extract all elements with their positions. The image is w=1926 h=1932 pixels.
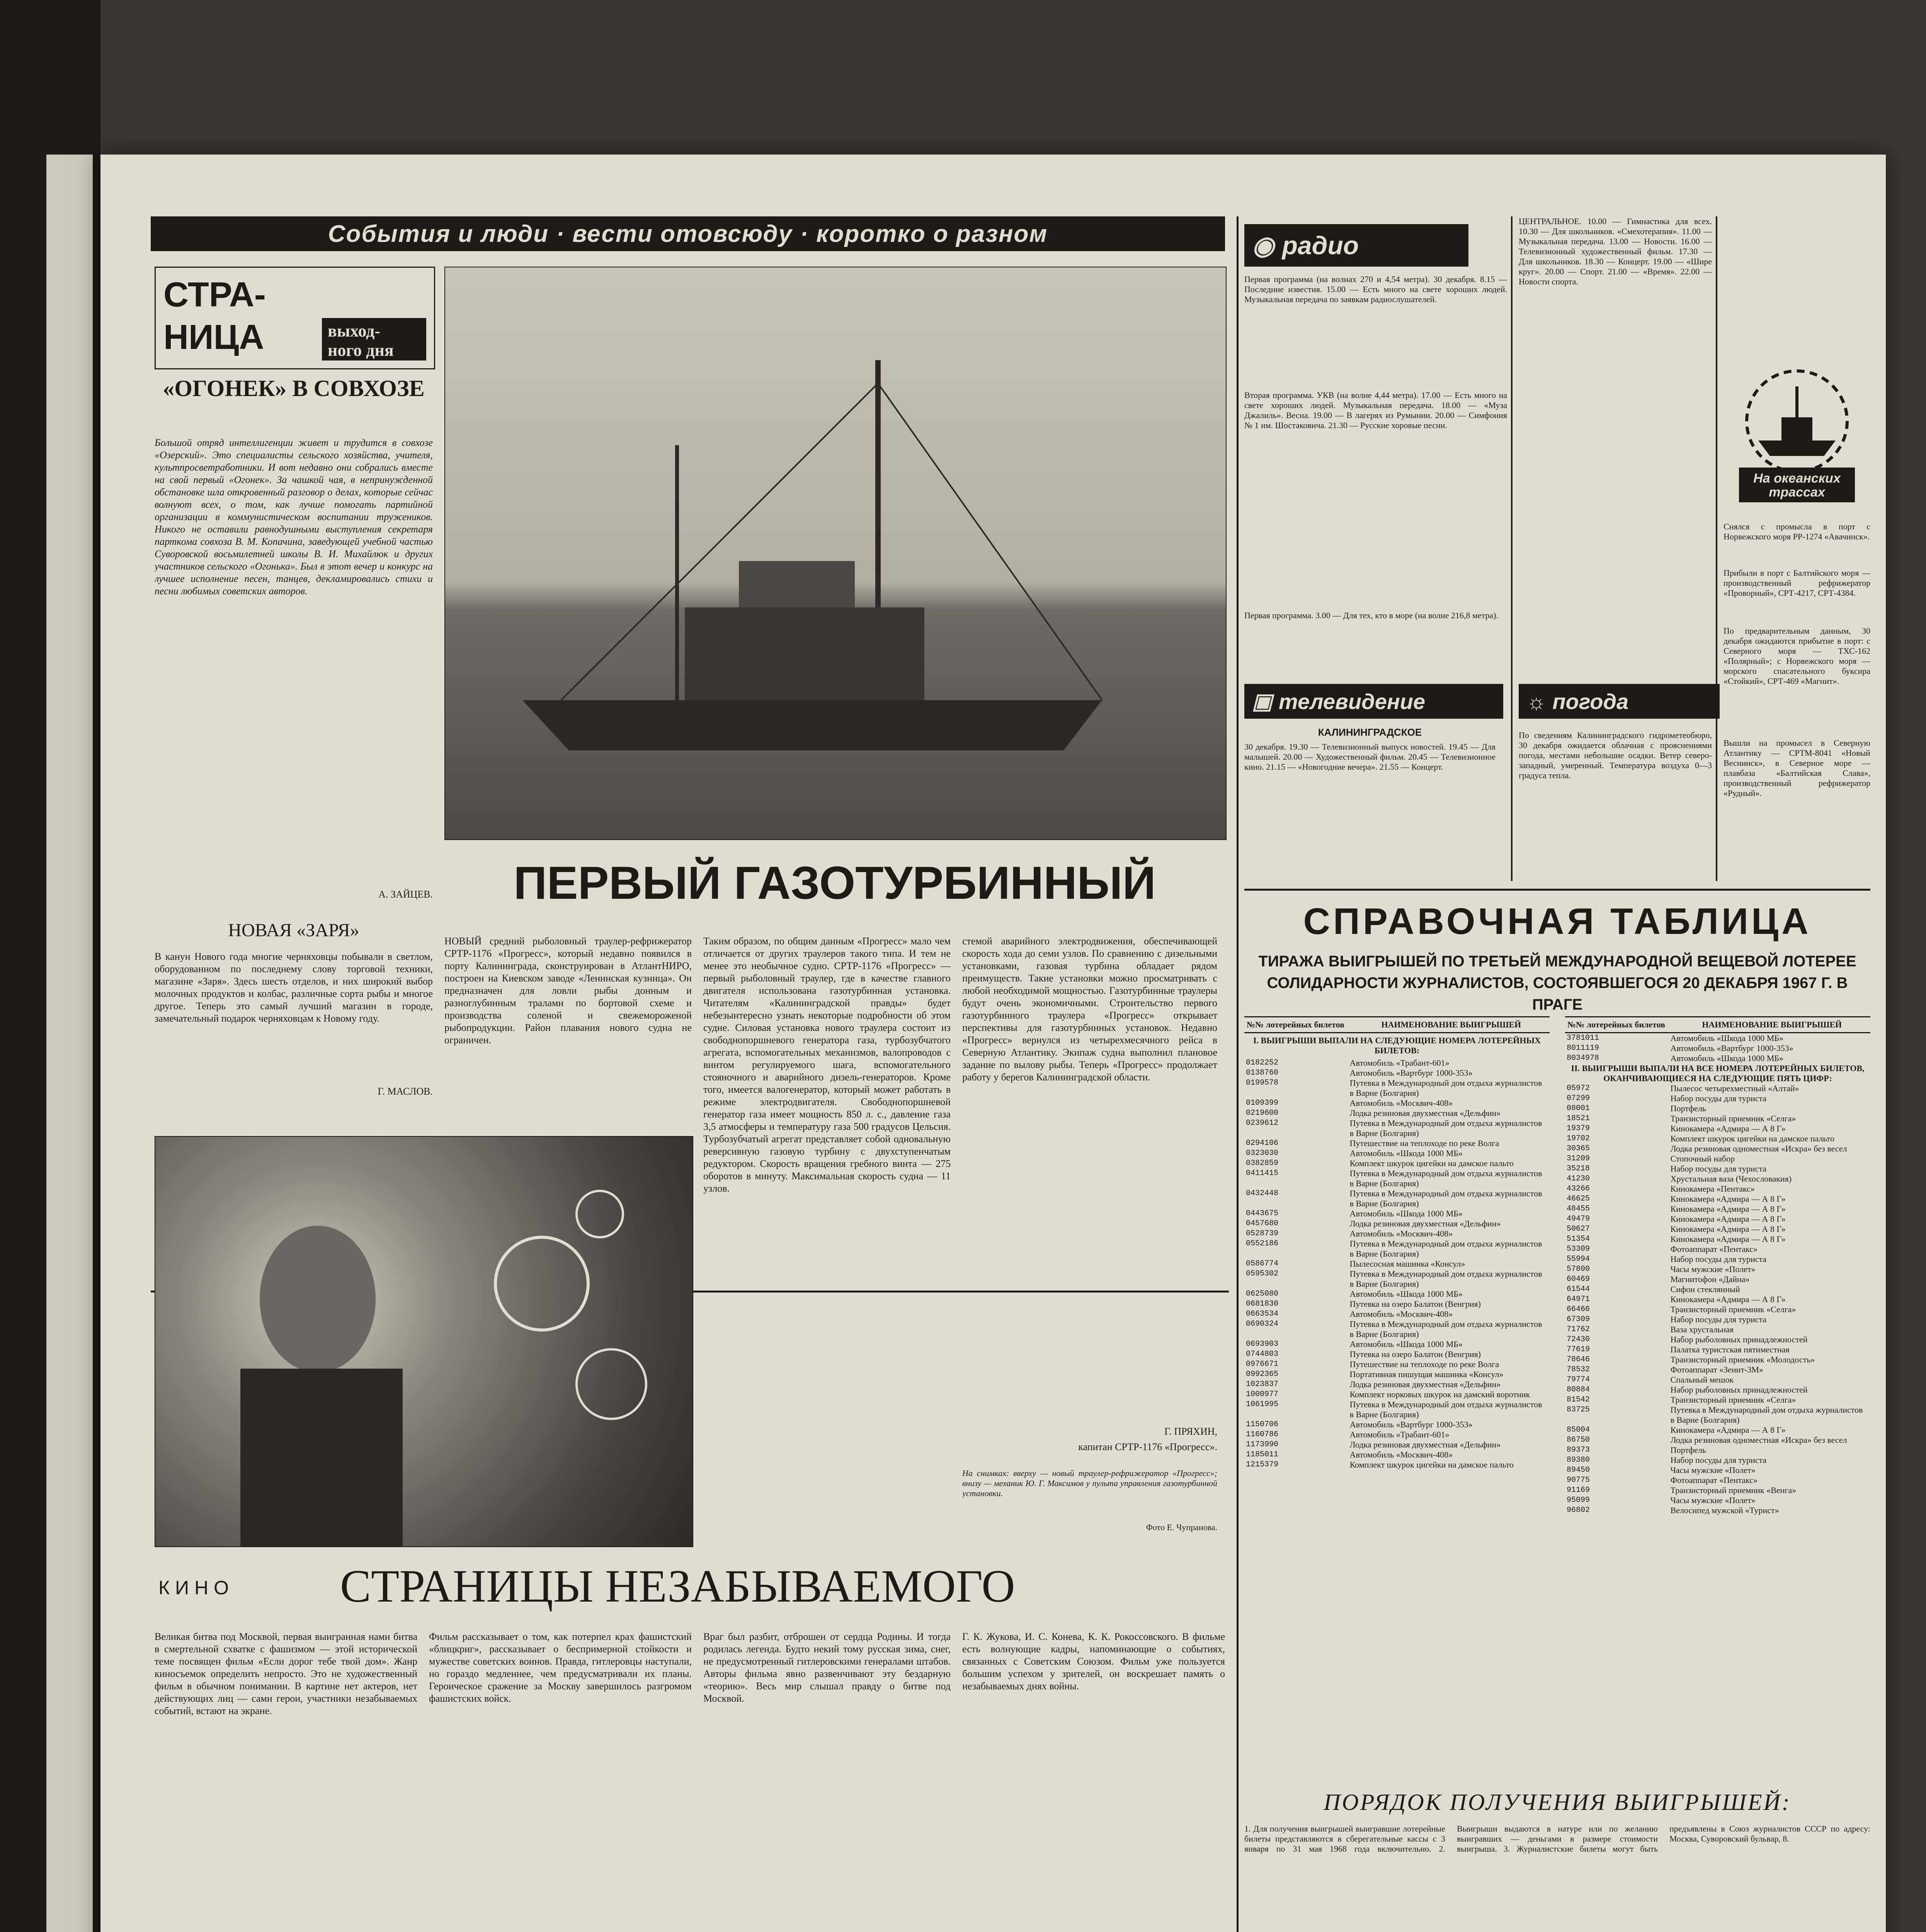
prize-name: Пылесос четырехместный «Алтай» xyxy=(1670,1083,1799,1093)
prize-name: Автомобиль «Вартбург 1000-353» xyxy=(1349,1068,1473,1078)
ticket-number: 53309 xyxy=(1567,1245,1590,1253)
lottery-row xyxy=(1565,1134,1870,1144)
lottery-row xyxy=(1244,1098,1550,1108)
newspaper-page xyxy=(100,155,1886,1932)
ticket-number: 96802 xyxy=(1567,1506,1590,1515)
ticket-number: 86750 xyxy=(1567,1435,1590,1444)
prize-name: Путевка на озеро Балатон (Венгрия) xyxy=(1349,1349,1481,1359)
prize-name: Путевка на озеро Балатон (Венгрия) xyxy=(1349,1299,1481,1309)
ticket-number: 64971 xyxy=(1567,1295,1590,1304)
prize-name: Транзисторный приемник «Селга» xyxy=(1670,1304,1796,1314)
prize-name: Набор рыболовных принадлежностей xyxy=(1670,1385,1808,1395)
prize-name: Ваза хрустальная xyxy=(1670,1325,1734,1334)
lottery-row xyxy=(1565,1164,1870,1174)
lottery-row xyxy=(1565,1194,1870,1204)
lottery-row xyxy=(1565,1083,1870,1094)
prize-name: Набор посуды для туриста xyxy=(1670,1455,1767,1465)
prize-name: Набор посуды для туриста xyxy=(1670,1254,1767,1264)
lottery-title: СПРАВОЧНАЯ ТАБЛИЦА xyxy=(1303,901,1812,942)
radio-icon: ◉ xyxy=(1252,231,1274,260)
ticket-number: 35218 xyxy=(1567,1164,1590,1173)
ticket-number: 55994 xyxy=(1567,1255,1590,1264)
col-header-name: НАИМЕНОВАНИЕ ВЫИГРЫШЕЙ xyxy=(1381,1020,1521,1029)
lottery-row xyxy=(1244,1148,1550,1158)
ticket-number: 85004 xyxy=(1567,1425,1590,1434)
prize-name: Автомобиль «Шкода 1000 МБ» xyxy=(1349,1209,1463,1218)
ticket-number: 78646 xyxy=(1567,1355,1590,1364)
col-header-num-right: №№ лотерейных билетов xyxy=(1567,1020,1665,1029)
prize-name: Кинокамера «Адмира — А 8 Г» xyxy=(1670,1224,1786,1234)
lottery-row xyxy=(1244,1460,1550,1470)
lottery-row xyxy=(1565,1405,1870,1425)
turbine-author-role: капитан СРТР-1176 «Прогресс». xyxy=(1078,1441,1217,1452)
lottery-row xyxy=(1565,1224,1870,1234)
kino-col2: Фильм рассказывает о том, как потерпел крах фашистский «блицкриг», рассказывает о беспримерной стойкости и мужестве советских воинов. Правда, гитлеровцы наступали, но гораздо медленнее, чем предусматривали их планы. Героическое сражение за Москву завершилось разгромом фашистских войск. xyxy=(429,1631,692,1704)
ogonek-title: «ОГОНЕК» В СОВХОЗЕ xyxy=(163,376,425,401)
ticket-number: 0992365 xyxy=(1246,1370,1279,1379)
ticket-number: 0294106 xyxy=(1246,1139,1279,1148)
ticket-number: 8011119 xyxy=(1567,1044,1599,1053)
lottery-row xyxy=(1244,1420,1550,1430)
prize-name: Комплект норковых шкурок на дамский воротник xyxy=(1349,1389,1530,1399)
lottery-row xyxy=(1244,1339,1550,1349)
lottery-section-1: I. ВЫИГРЫШИ ВЫПАЛИ НА СЛЕДУЮЩИЕ НОМЕРА ЛОТЕРЕЙНЫХ БИЛЕТОВ: xyxy=(1253,1036,1541,1055)
turbine-title: ПЕРВЫЙ ГАЗОТУРБИННЫЙ xyxy=(514,857,1156,909)
ticket-number: 72430 xyxy=(1567,1335,1590,1344)
prize-name: Кинокамера «Адмира — А 8 Г» xyxy=(1670,1204,1786,1214)
kino-col4: Г. К. Жукова, И. С. Конева, К. К. Рокоссовского. В фильме есть волнующие кадры, напоминающие о событиях, связанных с Советским Союзом. Фильм уже пользуется большим успехом у зрителей, он воскрешает память о незабываемых днях войны. xyxy=(962,1631,1225,1692)
ticket-number: 0595302 xyxy=(1246,1269,1279,1278)
ticket-number: 57800 xyxy=(1567,1265,1590,1274)
lottery-row xyxy=(1565,1435,1870,1445)
ticket-number: 48455 xyxy=(1567,1204,1590,1213)
prize-name: Путевка в Международный дом отдыха журналистов в Варне (Болгария) xyxy=(1349,1400,1542,1419)
ticket-number: 19379 xyxy=(1567,1124,1590,1133)
section-banner: События и люди · вести отовсюду · коротко о разном xyxy=(151,216,1225,251)
fishing-p2: Прибыли в порт с Балтийского моря — производственный рефрижератор «Проворный», СРТ-4217, СРТ-4384. xyxy=(1724,568,1870,598)
ticket-number: 66466 xyxy=(1567,1305,1590,1314)
prize-name: Комплект шкурок цигейки на дамское пальто xyxy=(1349,1460,1514,1469)
prize-name: Часы мужские «Полет» xyxy=(1670,1495,1756,1505)
lottery-row xyxy=(1565,1144,1870,1154)
lottery-row xyxy=(1244,1239,1550,1259)
ticket-number: 0239612 xyxy=(1246,1119,1279,1128)
ticket-number: 05972 xyxy=(1567,1084,1590,1093)
binding-strip xyxy=(0,0,100,1932)
tv-body: 30 декабря. 19.30 — Телевизионный выпуск новостей. 19.45 — Для малышей. 20.00 — Художественный фильм. 20.45 — Телевизионное кино. 21.15 — «Новогодние вечера». 21.55 — Концерт. xyxy=(1244,742,1496,772)
lottery-row xyxy=(1244,1349,1550,1359)
ticket-number: 89380 xyxy=(1567,1456,1590,1464)
mechanic-photo xyxy=(155,1136,693,1547)
kino-title: СТРАНИЦЫ НЕЗАБЫВАЕМОГО xyxy=(340,1560,1015,1612)
prize-name: Автомобиль «Шкода 1000 МБ» xyxy=(1349,1148,1463,1158)
prize-name: Автомобиль «Трабант-601» xyxy=(1349,1430,1450,1439)
lottery-row xyxy=(1244,1450,1550,1460)
lottery-subtitle: ТИРАЖА ВЫИГРЫШЕЙ ПО ТРЕТЬЕЙ МЕЖДУНАРОДНОЙ ВЕЩЕВОЙ ЛОТЕРЕЕ СОЛИДАРНОСТИ ЖУРНАЛИСТОВ, СОСТОЯВШЕГОСЯ 20 ДЕКАБРЯ 1967 Г. В ПРАГЕ xyxy=(1258,953,1856,1013)
prize-name: Набор рыболовных принадлежностей xyxy=(1670,1335,1808,1344)
prize-name: Автомобиль «Шкода 1000 МБ» xyxy=(1670,1053,1783,1063)
lottery-row xyxy=(1244,1118,1550,1138)
lottery-row xyxy=(1565,1264,1870,1274)
ticket-number: 30365 xyxy=(1567,1144,1590,1153)
tv-subhead: КАЛИНИНГРАДСКОЕ xyxy=(1318,726,1422,738)
lottery-row xyxy=(1244,1068,1550,1078)
ticket-number: 0744803 xyxy=(1246,1350,1279,1359)
sun-icon: ☼ xyxy=(1526,689,1547,714)
ticket-number: 0552186 xyxy=(1246,1239,1279,1248)
prize-name: Фотоаппарат «Пентакс» xyxy=(1670,1475,1758,1485)
lottery-row xyxy=(1565,1154,1870,1164)
prize-name: Лодка резиновая одноместная «Искра» без весел xyxy=(1670,1435,1847,1445)
prize-name: Автомобиль «Вартбург 1000-353» xyxy=(1349,1420,1473,1429)
prize-name: Кинокамера «Пентакс» xyxy=(1670,1184,1755,1194)
prize-name: Набор посуды для туриста xyxy=(1670,1164,1767,1173)
ticket-number: 95099 xyxy=(1567,1496,1590,1505)
ticket-number: 1160786 xyxy=(1246,1430,1279,1439)
lottery-row xyxy=(1244,1369,1550,1379)
ticket-number: 0625080 xyxy=(1246,1289,1279,1298)
lottery-row xyxy=(1565,1294,1870,1304)
zarya-title: НОВАЯ «ЗАРЯ» xyxy=(228,920,359,940)
ticket-number: 1023837 xyxy=(1246,1380,1279,1389)
ticket-number: 60469 xyxy=(1567,1275,1590,1284)
lottery-row xyxy=(1565,1485,1870,1495)
lottery-row xyxy=(1244,1168,1550,1189)
lottery-row xyxy=(1565,1465,1870,1475)
prize-name: Автомобиль «Шкода 1000 МБ» xyxy=(1349,1339,1463,1349)
ticket-number: 0693903 xyxy=(1246,1340,1279,1349)
lottery-row xyxy=(1244,1400,1550,1420)
kino-col1: Великая битва под Москвой, первая выигранная нами битва в смертельной схватке с фашизмом — этой исторической теме посвящен фильм «Если дорог тебе твой дом». Жанр киносъемок определить непросто. Это не художественный фильм в обычном понимании. В картине нет актеров, нет действующих лиц — сами герои, участники незабываемых событий, встают на экране. xyxy=(155,1631,417,1716)
ticket-number: 1185011 xyxy=(1246,1450,1279,1459)
lottery-row xyxy=(1565,1214,1870,1224)
lottery-row xyxy=(1565,1375,1870,1385)
ticket-number: 51354 xyxy=(1567,1235,1590,1243)
ticket-number: 0109399 xyxy=(1246,1099,1279,1107)
prize-name: Лодка резиновая двухместная «Дельфин» xyxy=(1349,1219,1501,1228)
prize-name: Хрустальная ваза (Чехословакия) xyxy=(1670,1174,1792,1184)
ticket-number: 0690324 xyxy=(1246,1320,1279,1328)
prize-name: II. ВЫИГРЫШИ ВЫПАЛИ НА ВСЕ НОМЕРА ЛОТЕРЕЙНЫХ БИЛЕТОВ, ОКАНЧИВАЮЩИЕСЯ НА СЛЕДУЮЩИЕ ПЯТЬ ЦИФР: xyxy=(1571,1063,1865,1083)
lottery-row xyxy=(1244,1440,1550,1450)
lottery-row xyxy=(1565,1365,1870,1375)
prize-name: Кинокамера «Адмира — А 8 Г» xyxy=(1670,1294,1786,1304)
ticket-number: 89450 xyxy=(1567,1466,1590,1475)
lottery-row xyxy=(1565,1395,1870,1405)
lottery-row xyxy=(1244,1389,1550,1400)
ticket-number: 79774 xyxy=(1567,1375,1590,1384)
lottery-row xyxy=(1565,1104,1870,1114)
ticket-number: 0457680 xyxy=(1246,1219,1279,1228)
ticket-number: 08001 xyxy=(1567,1104,1590,1113)
ticket-number: 0219600 xyxy=(1246,1109,1279,1117)
prize-name: Путевка в Международный дом отдыха журналистов в Варне (Болгария) xyxy=(1349,1189,1542,1208)
lottery-row xyxy=(1565,1254,1870,1264)
lottery-row xyxy=(1244,1269,1550,1289)
rest-day-logo xyxy=(155,267,435,369)
ticket-number: 1173990 xyxy=(1246,1440,1279,1449)
lottery-row xyxy=(1565,1355,1870,1365)
fishing-p1: Снялся с промысла в порт с Норвежского моря РР-1274 «Авачинск». xyxy=(1724,522,1870,541)
ticket-number: 80884 xyxy=(1567,1385,1590,1394)
lottery-row xyxy=(1244,1219,1550,1229)
lottery-row xyxy=(1244,1430,1550,1440)
lottery-row xyxy=(1244,1189,1550,1209)
prize-name: Фотоаппарат «Пентакс» xyxy=(1670,1244,1758,1254)
ticket-number: 0323030 xyxy=(1246,1149,1279,1158)
prize-name: Лодка резиновая двухместная «Дельфин» xyxy=(1349,1440,1501,1449)
svg-text:выход-: выход- xyxy=(328,321,381,340)
lottery-row xyxy=(1244,1309,1550,1319)
lottery-row xyxy=(1244,1299,1550,1309)
lottery-row xyxy=(1565,1204,1870,1214)
lottery-row xyxy=(1565,1445,1870,1455)
ticket-number: 19702 xyxy=(1567,1134,1590,1143)
lottery-row xyxy=(1565,1315,1870,1325)
lottery-row xyxy=(1565,1304,1870,1315)
ticket-number: 1150706 xyxy=(1246,1420,1279,1429)
prize-name: Комплект шкурок цигейки на дамское пальто xyxy=(1670,1134,1835,1143)
turbine-photo-credit: Фото Е. Чупранова. xyxy=(1146,1522,1217,1532)
fishing-head: На океанских трассах xyxy=(1753,471,1841,500)
radio-central: ЦЕНТРАЛЬНОЕ. 10.00 — Гимнастика для всех. 10.30 — Для школьников. «Смехотерапия». 11.00 — Музыкальная передача. 13.00 — Новости. 16.00 — Телевизионный художественный фильм. 17.30 — Для школьников. 18.30 — Концерт. 19.00 — «Шире круг». 20.00 — Спорт. 21.00 — «Время». 22.00 — Новости спорта. xyxy=(1519,216,1712,286)
lottery-row xyxy=(1565,1184,1870,1194)
ticket-number: 78532 xyxy=(1567,1365,1590,1374)
prize-name: Автомобиль «Москвич-408» xyxy=(1349,1450,1453,1459)
ticket-number: 67309 xyxy=(1567,1315,1590,1324)
prize-name: Путевка в Международный дом отдыха журналистов в Варне (Болгария) xyxy=(1670,1405,1863,1425)
lottery-right-table xyxy=(1565,1016,1870,1924)
ticket-number: 0528739 xyxy=(1246,1229,1279,1238)
prize-name: Фотоаппарат «Зенит-3М» xyxy=(1670,1365,1763,1374)
prize-name: Часы мужские «Полет» xyxy=(1670,1264,1756,1274)
svg-text:СТРА-: СТРА- xyxy=(163,276,266,314)
trawler-photo xyxy=(444,267,1227,840)
ticket-number: 41230 xyxy=(1567,1174,1590,1183)
prize-name: Транзисторный приемник «Селга» xyxy=(1670,1395,1796,1405)
ticket-number: 77619 xyxy=(1567,1345,1590,1354)
prize-name: Путевка в Международный дом отдыха журналистов в Варне (Болгария) xyxy=(1349,1168,1542,1188)
ticket-number: 0681830 xyxy=(1246,1299,1279,1308)
lottery-left-table xyxy=(1244,1016,1550,1774)
ticket-number: 1061995 xyxy=(1246,1400,1279,1409)
radio-head: ◉ радио xyxy=(1244,224,1468,267)
prize-name: Автомобиль «Москвич-408» xyxy=(1349,1098,1453,1108)
prize-name: Автомобиль «Шкода 1000 МБ» xyxy=(1670,1033,1783,1043)
fishing-p3: По предварительным данным, 30 декабря ожидаются прибытие в порт: с Северного моря — ТХС-162 «Полярный»; с Норвежского моря — морского спасательного буксира «Стойкий», СРТ-469 «Магнит». xyxy=(1724,626,1870,686)
prize-name: Часы мужские «Полет» xyxy=(1670,1465,1756,1475)
turbine-photo-caption: На снимках: вверху — новый траулер-рефрижератор «Прогресс»; внизу — механик Ю. Г. Максимов у пульта управления газотурбинной установки. xyxy=(962,1468,1217,1498)
lottery-row xyxy=(1244,1078,1550,1098)
ticket-number: 81542 xyxy=(1567,1395,1590,1404)
radio-third: Первая программа. 3.00 — Для тех, кто в море (на волне 216,8 метра). xyxy=(1244,611,1499,620)
prize-name: Путешествие на теплоходе по реке Волга xyxy=(1349,1138,1499,1148)
lottery-row xyxy=(1565,1425,1870,1435)
prize-name: Автомобиль «Москвич-408» xyxy=(1349,1229,1453,1238)
lottery-row xyxy=(1565,1063,1870,1083)
col-header-num: №№ лотерейных билетов xyxy=(1247,1020,1344,1029)
lottery-row xyxy=(1565,1325,1870,1335)
weather-body: По сведениям Калининградского гидрометеобюро, 30 декабря ожидается облачная с прояснениями погода, местами небольшие осадки. Ветер северо-западный, умеренный. Температура воздуха 0—3 градуса тепла. xyxy=(1519,730,1712,780)
lottery-row xyxy=(1565,1335,1870,1345)
ticket-number: 83725 xyxy=(1567,1405,1590,1414)
zarya-author: Г. МАСЛОВ. xyxy=(378,1086,433,1097)
turbine-col3: стемой аварийного электродвижения, обеспечивающей скорость хода до семи узлов. По сравнению с дизельными установками, газовая турбина обладает рядом преимуществ. Такие установки можно просматривать с любой необходимой мощностью. Газотурбинные траулеры будут очень экономичными. Строительство первого газотурбинного траулера «Прогресс» открывает перспективы для газотурбинных установок. Недавно «Прогресс» вернулся из четырехмесячного рейса в Северную Атлантику. Экипаж судна выполнил плановое задание по вылову рыбы. Теперь «Прогресс» продолжает работу у берегов Калининградской области. xyxy=(962,935,1217,1083)
radio-second: Вторая программа. УКВ (на волне 4,44 метра). 17.00 — Есть много на свете хороших людей. Музыкальная передача. 18.00 — «Муза Джалиль». Весна. 19.00 — В лагерях из Румынии. 20.00 — Симфония № 1 им. Шостаковича. 21.30 — Русские хоровые песни. xyxy=(1244,390,1507,430)
ticket-number: 0138760 xyxy=(1246,1068,1279,1077)
lottery-row xyxy=(1565,1114,1870,1124)
prize-name: Магнитофон «Дайна» xyxy=(1670,1274,1750,1284)
prize-name: Кинокамера «Адмира — А 8 Г» xyxy=(1670,1425,1786,1435)
ticket-number: 0199578 xyxy=(1246,1078,1279,1087)
prize-name: Кинокамера «Адмира — А 8 Г» xyxy=(1670,1234,1786,1244)
lottery-row xyxy=(1565,1234,1870,1244)
prize-name: Портативная пишущая машинка «Консул» xyxy=(1349,1369,1504,1379)
lottery-row xyxy=(1244,1158,1550,1168)
lottery-row xyxy=(1565,1284,1870,1294)
prize-name: Транзисторный приемник «Селга» xyxy=(1670,1114,1796,1123)
lottery-row xyxy=(1565,1495,1870,1505)
lottery-row xyxy=(1244,1209,1550,1219)
ticket-number: 46625 xyxy=(1567,1194,1590,1203)
prize-name: Палатка туристская пятиместная xyxy=(1670,1345,1790,1354)
lottery-row xyxy=(1244,1108,1550,1118)
ticket-number: 0443675 xyxy=(1246,1209,1279,1218)
lottery-row xyxy=(1565,1345,1870,1355)
svg-text:НИЦА: НИЦА xyxy=(163,318,264,357)
ticket-number: 43266 xyxy=(1567,1184,1590,1193)
ticket-number: 89373 xyxy=(1567,1446,1590,1454)
prize-name: Путевка в Международный дом отдыха журналистов в Варне (Болгария) xyxy=(1349,1269,1542,1289)
prize-name: Автомобиль «Москвич-408» xyxy=(1349,1309,1453,1319)
tv-icon: ▣ xyxy=(1252,689,1273,713)
lottery-row xyxy=(1244,1289,1550,1299)
lottery-row xyxy=(1565,1043,1870,1053)
lottery-row xyxy=(1565,1455,1870,1465)
prize-name: Портфель xyxy=(1670,1104,1706,1113)
prize-name: Путевка в Международный дом отдыха журналистов в Варне (Болгария) xyxy=(1349,1319,1542,1339)
ticket-number: 1215379 xyxy=(1246,1460,1279,1469)
lottery-row xyxy=(1565,1124,1870,1134)
ticket-number: 8034978 xyxy=(1567,1054,1599,1063)
prize-name: Лодка резиновая двухместная «Дельфин» xyxy=(1349,1379,1501,1389)
prize-name: Спальный мешок xyxy=(1670,1375,1734,1384)
prize-name: Путевка в Международный дом отдыха журналистов в Варне (Болгария) xyxy=(1349,1078,1542,1098)
turbine-col1: НОВЫЙ средний рыболовный траулер-рефрижератор СРТР-1176 «Прогресс», который недавно появился в порту Калининграда, сконструирован в АтлантНИРО, построен на Киевском заводе «Ленинская кузница». Он предназначен для ловли рыбы донным и разноглубинным тралами по бортовой схеме и производства соленой и свежемороженой рыбопродукции. Район плавания нового судна не ограничен. xyxy=(444,935,692,1046)
prize-name: Кинокамера «Адмира — А 8 Г» xyxy=(1670,1194,1786,1204)
ticket-number: 31209 xyxy=(1567,1154,1590,1163)
prize-name: Лодка резиновая одноместная «Искра» без весел xyxy=(1670,1144,1847,1153)
ticket-number: 0976671 xyxy=(1246,1360,1279,1369)
turbine-col2: Таким образом, по общим данным «Прогресс» мало чем отличается от других траулеров такого типа. И тем не менее это необычное судно. СРТР-1176 «Прогресс» — первый рыболовный траулер, где в качестве главного двигателя использована газотурбинная установка. Читателям «Калининградской правды» будет небезынтересно узнать некоторые подробности об этом судне. Силовая установка нового траулера состоит из свободнопоршневого генератора газа, турбозубчатого агрегата, вспомогательных механизмов, валопроводов с винтом регулируемого шага, вспомогательного стояночного и аварийного дизель-генераторов. Кроме того, имеется валогенератор, который может работать в режиме электродвигателя. Свободнопоршневой генератор газа имеет мощность 850 л. с., давление газа 3,5 атмосферы и температуру газа 500 градусов Цельсия. Турбозубчатый агрегат представляет собой одновальную реверсивную газовую турбину с двухступенчатым редуктором. Скорость вращения гребного винта — 275 оборотов в минуту. Максимальная скорость судна — 11 узлов. xyxy=(703,935,951,1194)
lottery-row xyxy=(1244,1058,1550,1068)
zarya-body: В канун Нового года многие черняховцы побывали в светлом, оборудованном по последнему слову торговой техники, магазине «Заря». Здесь шесть отделов, и них широкий выбор молочных продуктов и колбас, различные сорта рыбы и многое другое. Теперь это самый лучший магазин в городе, замечательный подарок черняховцам к Новому году. xyxy=(155,951,433,1024)
turbine-author: Г. ПРЯХИН, xyxy=(1164,1426,1217,1437)
fishing-logo xyxy=(1724,363,1870,510)
prize-name: Сифон стеклянный xyxy=(1670,1284,1740,1294)
ticket-number: 07299 xyxy=(1567,1094,1590,1103)
lottery-row xyxy=(1565,1033,1870,1043)
lottery-row xyxy=(1565,1385,1870,1395)
prize-order-title: ПОРЯДОК ПОЛУЧЕНИЯ ВЫИГРЫШЕЙ: xyxy=(1324,1789,1791,1815)
lottery-row xyxy=(1244,1138,1550,1148)
kino-kicker: КИНО xyxy=(158,1577,235,1599)
prize-name: Путевка в Международный дом отдыха журналистов в Варне (Болгария) xyxy=(1349,1239,1542,1259)
ticket-number: 1000977 xyxy=(1246,1390,1279,1399)
prize-order-body: 1. Для получения выигрышей выигравшие лотерейные билеты представляются в сберегательные кассы с 3 января по 31 мая 1968 года включительно. 2. Выигрыши выдаются в натуре или по желанию выигравших — деньгами в размере стоимости выигрыша. 3. Журналистские билеты могут быть предъявлены в Союз журналистов СССР по адресу: Москва, Суворовский бульвар, 8. xyxy=(1244,1824,1870,1854)
lottery-row xyxy=(1565,1174,1870,1184)
prize-name: Автомобиль «Вартбург 1000-353» xyxy=(1670,1043,1793,1053)
prize-name: Путешествие на теплоходе по реке Волга xyxy=(1349,1359,1499,1369)
ticket-number: 0182252 xyxy=(1246,1058,1279,1067)
lottery-row xyxy=(1565,1053,1870,1063)
prize-name: Портфель xyxy=(1670,1445,1706,1455)
radio-first: Первая программа (на волнах 270 и 4,54 метра). 30 декабря. 8.15 — Последние известия. 15.00 — Есть много на свете хороших людей. Музыкальная передача по заявкам радиослушателей. xyxy=(1244,274,1507,304)
ticket-number: 50627 xyxy=(1567,1225,1590,1233)
ticket-number: 18521 xyxy=(1567,1114,1590,1123)
lottery-row xyxy=(1565,1475,1870,1485)
ticket-number: 0382859 xyxy=(1246,1159,1279,1168)
lottery-row xyxy=(1565,1094,1870,1104)
svg-text:ного дня: ного дня xyxy=(328,341,394,360)
kino-col3: Враг был разбит, отброшен от сердца Родины. И тогда родилась легенда. Будто некий тому русская зима, снег, не предусмотренный гитлеровскими генералами штабов. Авторы фильма явно развенчивают эту бездарную «теорию». Весь мир слышал правду о битве под Москвой. xyxy=(703,1631,951,1704)
ticket-number: 61544 xyxy=(1567,1285,1590,1294)
ticket-number: 91169 xyxy=(1567,1486,1590,1495)
prize-name: Кинокамера «Адмира — А 8 Г» xyxy=(1670,1124,1786,1133)
lottery-row xyxy=(1244,1379,1550,1389)
prize-name: Автомобиль «Трабант-601» xyxy=(1349,1058,1450,1068)
ticket-number: 0586774 xyxy=(1246,1259,1279,1268)
lottery-rows-right xyxy=(1565,1033,1870,1515)
lottery-row xyxy=(1244,1319,1550,1339)
prize-name: Велосипед мужской «Турист» xyxy=(1670,1505,1779,1515)
weather-head: ☼ погода xyxy=(1519,684,1720,719)
prize-name: Пылесосная машинка «Консул» xyxy=(1349,1259,1465,1269)
ogonek-author: А. ЗАЙЦЕВ. xyxy=(378,889,433,900)
prize-name: Автомобиль «Шкода 1000 МБ» xyxy=(1349,1289,1463,1299)
prize-name: Кинокамера «Адмира — А 8 Г» xyxy=(1670,1214,1786,1224)
prize-name: Лодка резиновая двухместная «Дельфин» xyxy=(1349,1108,1501,1118)
ticket-number: 90775 xyxy=(1567,1476,1590,1485)
col-header-name-right: НАИМЕНОВАНИЕ ВЫИГРЫШЕЙ xyxy=(1702,1020,1842,1029)
prize-name: Набор посуды для туриста xyxy=(1670,1094,1767,1103)
fishing-p4: Вышли на промысел в Северную Атлантику — СРТМ-8041 «Новый Веснинск», в Северное море — плавбаза «Балтийская Слава», производственный рефрижератор «Рудный». xyxy=(1724,738,1870,798)
ticket-number: 0663534 xyxy=(1246,1310,1279,1318)
prize-name: Стопочный набор xyxy=(1670,1154,1735,1163)
lottery-row xyxy=(1565,1244,1870,1254)
lottery-row xyxy=(1244,1359,1550,1369)
prize-name: Комплект шкурок цигейки на дамское пальто xyxy=(1349,1158,1514,1168)
tv-head: ▣ телевидение xyxy=(1244,684,1503,719)
ticket-number: 0432448 xyxy=(1246,1189,1279,1198)
ticket-number: 49479 xyxy=(1567,1214,1590,1223)
lottery-row xyxy=(1244,1229,1550,1239)
prize-name: Транзисторный приемник «Венга» xyxy=(1670,1485,1797,1495)
lottery-row xyxy=(1565,1274,1870,1284)
prize-name: Набор посуды для туриста xyxy=(1670,1315,1767,1324)
ticket-number: 3781011 xyxy=(1567,1034,1599,1043)
lottery-rows-left xyxy=(1244,1058,1550,1470)
prize-name: Транзисторный приемник «Молодость» xyxy=(1670,1355,1815,1364)
ticket-number: 0411415 xyxy=(1246,1169,1279,1178)
lottery-row xyxy=(1244,1259,1550,1269)
prize-name: Путевка в Международный дом отдыха журналистов в Варне (Болгария) xyxy=(1349,1118,1542,1138)
lottery-row xyxy=(1565,1505,1870,1515)
ticket-number: 71762 xyxy=(1567,1325,1590,1334)
ogonek-body: Большой отряд интеллигенции живет и трудится в совхозе «Озерский». Это специалисты сельского хозяйства, учителя, культпросветработники. И вот недавно они собрались вместе на свой первый «Огонек». За чашкой чая, в непринужденной обстановке шла откровенный разговор о делах, которые сейчас волнуют всех, о том, как лучше помогать партийной организации в коммунистическом воспитании тружеников. Никого не оставили равнодушными выступления секретаря парткома совхоза В. М. Копачина, заведующей учебной частью Суворовской восьмилетней школы В. И. Михайлюк и других участников сельского «Огонька». Был в этот вечер и конкурс на лучшее исполнение песен, танцев, декламировались стихи и песни любимых советских авторов. xyxy=(155,437,433,597)
